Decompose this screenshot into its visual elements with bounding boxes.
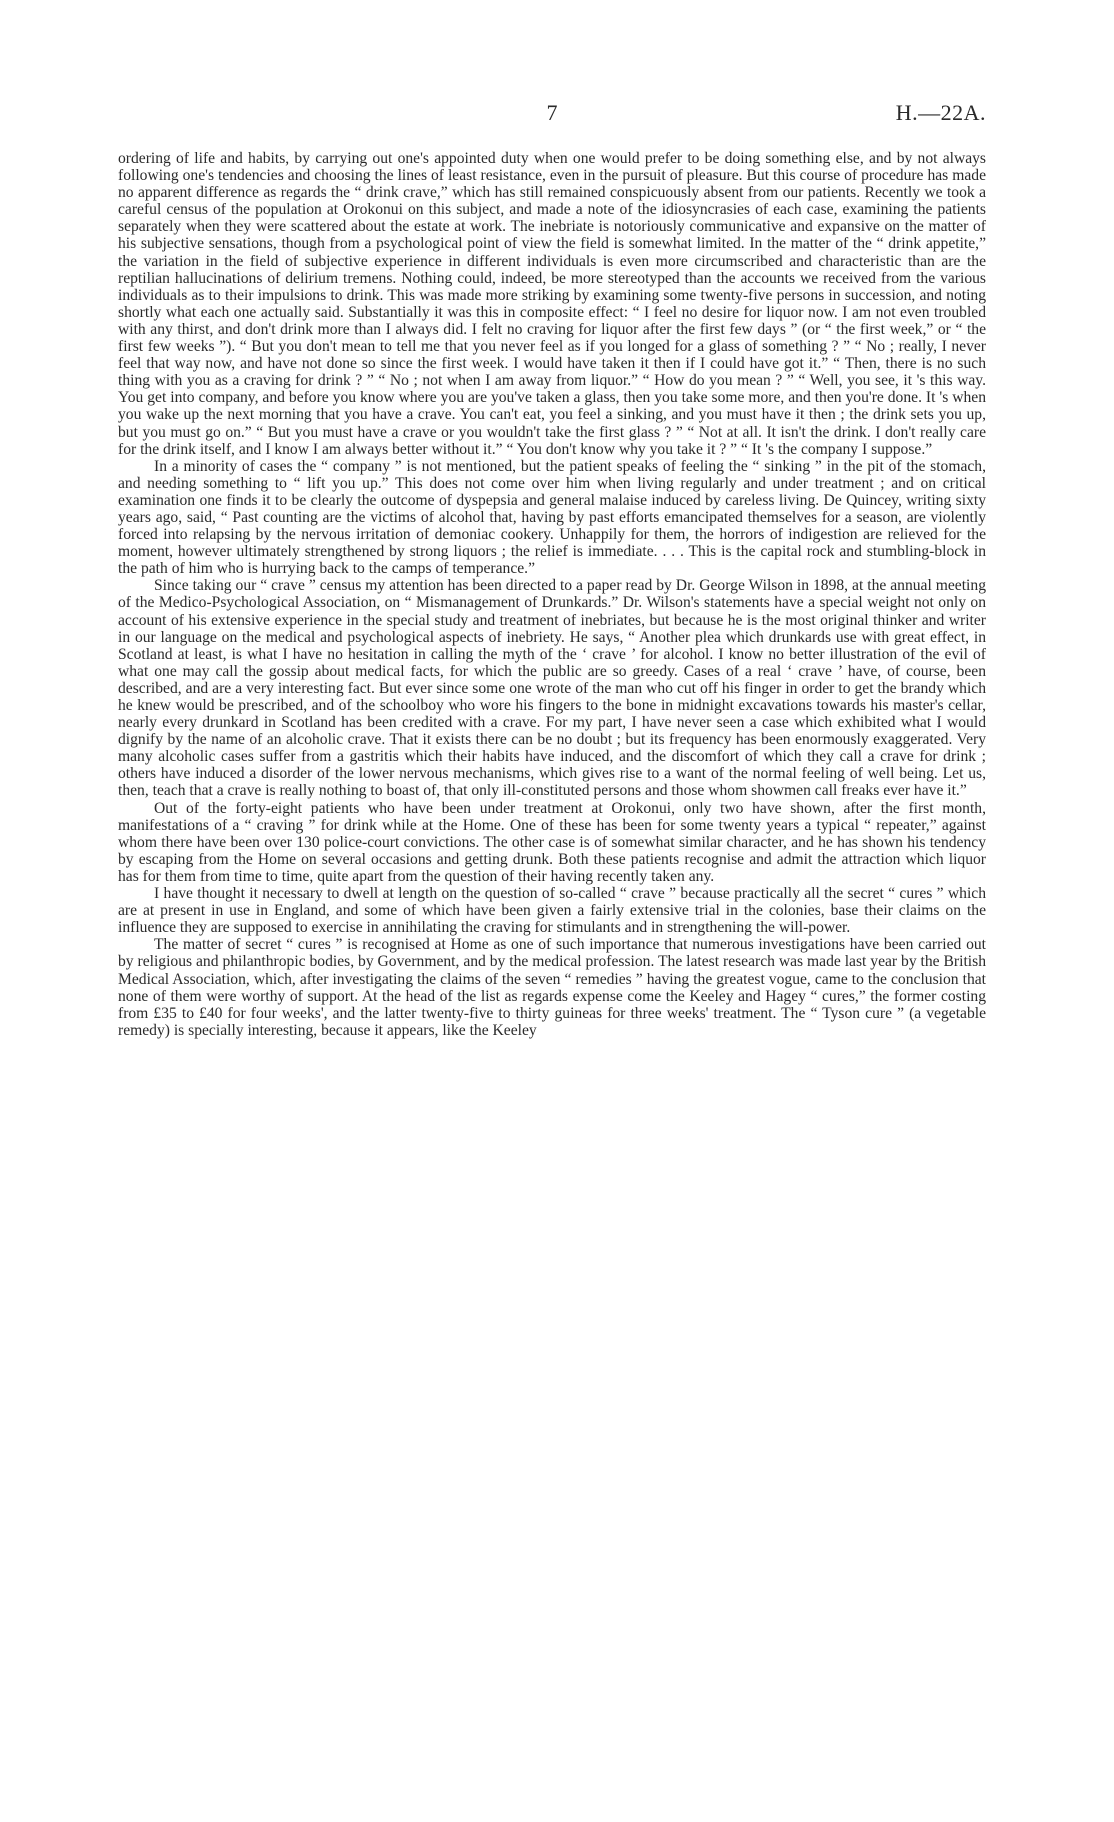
page-header <box>118 100 986 130</box>
body-text <box>118 150 986 1039</box>
paragraph-dr-wilson-quote: Since taking our “ crave ” census my attention has been directed to a paper read by Dr. George Wilson in 1898, at the annual meeting of the Medico-Psychological Association, on “ Mismanagement of Drunkards.” Dr. Wilson's statements have a special weight not only on account of his extensive experience in the special study and treatment of inebriates, but because he is the most original thinker and writer in our language on the medical and psychological aspects of inebriety. He says, “ Another plea which drunkards use with great effect, in Scotland at least, is what I have no hesitation in calling the myth of the ‘ crave ’ for alcohol. I know no better illustration of the evil of what one may call the gossip about medical facts, for which the public are so greedy. Cases of a real ‘ crave ’ have, of course, been described, and are a very interesting fact. But ever since some one wrote of the man who cut off his finger in order to get the brandy which he knew would be prescribed, and of the schoolboy who wore his fingers to the bone in midnight excavations towards his master's cellar, nearly every drunkard in Scotland has been credited with a crave. For my part, I have never seen a case which exhibited what I would dignify by the name of an alcoholic crave. That it exists there can be no doubt ; but its frequency has been enormously exaggerated. Very many alcoholic cases suffer from a gastritis which their habits have induced, and the discomfort of which they call a crave for drink ; others have induced a disorder of the lower nervous mechanisms, which gives rise to a want of the normal feeling of well being. Let us, then, teach that a crave is really nothing to boast of, that only ill-constituted persons and those whom showmen call freaks ever have it.” <box>118 577 986 800</box>
series-code: H.—22A. <box>895 100 986 125</box>
paragraph-secret-cures-claims: I have thought it necessary to dwell at length on the question of so-called “ crave ” because practically all the secret “ cures ” which are at present in use in England, and some of which have been given a fairly extensive trial in the colonies, base their claims on the influence they are supposed to exercise in annihilating the craving for stimulants and in strengthening the will-power. <box>118 885 986 937</box>
paragraph-company-minority: In a minority of cases the “ company ” is not mentioned, but the patient speaks of feeling the “ sinking ” in the pit of the stomach, and needing something to “ lift you up.” This does not come over him when living regularly and under treatment ; and on critical examination one finds it to be clearly the outcome of dyspepsia and general malaise induced by careless living. De Quincey, writing sixty years ago, said, “ Past counting are the victims of alcohol that, having by past efforts emancipated themselves for a season, are violently forced into relapsing by the nervous irritation of demoniac cookery. Unhappily for them, the horrors of indigestion are relieved for the moment, however ultimately strengthened by strong liquors ; the relief is immediate. . . . This is the capital rock and stumbling-block in the path of him who is hurrying back to the camps of temperance.” <box>118 457 986 578</box>
paragraph-drink-crave-census: ordering of life and habits, by carrying out one's appointed duty when one would prefer to be doing something else, and by not always following one's tendencies and choosing the lines of least resistance, even in the pursuit of pleasure. But this course of procedure has made no apparent difference as regards the “ drink crave,” which has still remained conspicuously absent from our patients. Recently we took a careful census of the population at Orokonui on this subject, and made a note of the idiosyncrasies of each case, examining the patients separately when they were scattered about the estate at work. The inebriate is notoriously communicative and expansive on the matter of his subjective sensations, though from a psychological point of view the field is somewhat limited. In the matter of the “ drink appetite,” the variation in the field of subjective experience in different individuals is even more circumscribed and characteristic than are the reptilian hallucinations of delirium tremens. Nothing could, indeed, be more stereotyped than the accounts we received from the various individuals as to their impulsions to drink. This was made more striking by examining some twenty-five persons in succession, and noting shortly what each one actually said. Substantially it was this in composite effect: “ I feel no desire for liquor now. I am not even troubled with any thirst, and don't drink more than I always did. I felt no craving for liquor after the first few days ” (or “ the first week,” or “ the first few weeks ”). “ But you don't mean to tell me that you never feel as if you longed for a glass of something ? ” “ No ; really, I never feel that way now, and have not done so since the first week. I would have taken it then if I could have got it.” “ Then, there is no such thing with you as a craving for drink ? ” “ No ; not when I am away from liquor.” “ How do you mean ? ” “ Well, you see, it 's this way. You get into company, and before you know where you are you've taken a glass, then you take some more, and then you're done. It 's when you wake up the next morning that you have a crave. You can't eat, you feel a sinking, and you must have it then ; the drink sets you up, but you must go on.” “ But you must have a crave or you wouldn't take the first glass ? ” “ Not at all. It isn't the drink. I don't really care for the drink itself, and I know I am always better without it.” “ You don't know why you take it ? ” “ It 's the company I suppose.” <box>118 150 986 458</box>
paragraph-secret-cures-investigations: The matter of secret “ cures ” is recognised at Home as one of such importance that numerous investigations have been carried out by religious and philanthropic bodies, by Government, and by the medical profession. The latest research was made last year by the British Medical Association, which, after investigating the claims of the seven “ remedies ” having the greatest vogue, came to the conclusion that none of them were worthy of support. At the head of the list as regards expense come the Keeley and Hagey “ cures,” the former costing from £35 to £40 for four weeks', and the latter twenty-five to thirty guineas for three weeks' treatment. The “ Tyson cure ” (a vegetable remedy) is specially interesting, because it appears, like the Keeley <box>118 936 986 1039</box>
page-number: 7 <box>546 100 558 125</box>
paragraph-orokonui-patients: Out of the forty-eight patients who have been under treatment at Orokonui, only two have shown, after the first month, manifestations of a “ craving ” for drink while at the Home. One of these has been for some twenty years a typical “ repeater,” against whom there have been over 130 police-court convictions. The other case is of somewhat similar character, and he has shown his tendency by escaping from the Home on several occasions and getting drunk. Both these patients recognise and admit the attraction which liquor has for them from time to time, quite apart from the question of their having recently taken any. <box>118 799 986 885</box>
